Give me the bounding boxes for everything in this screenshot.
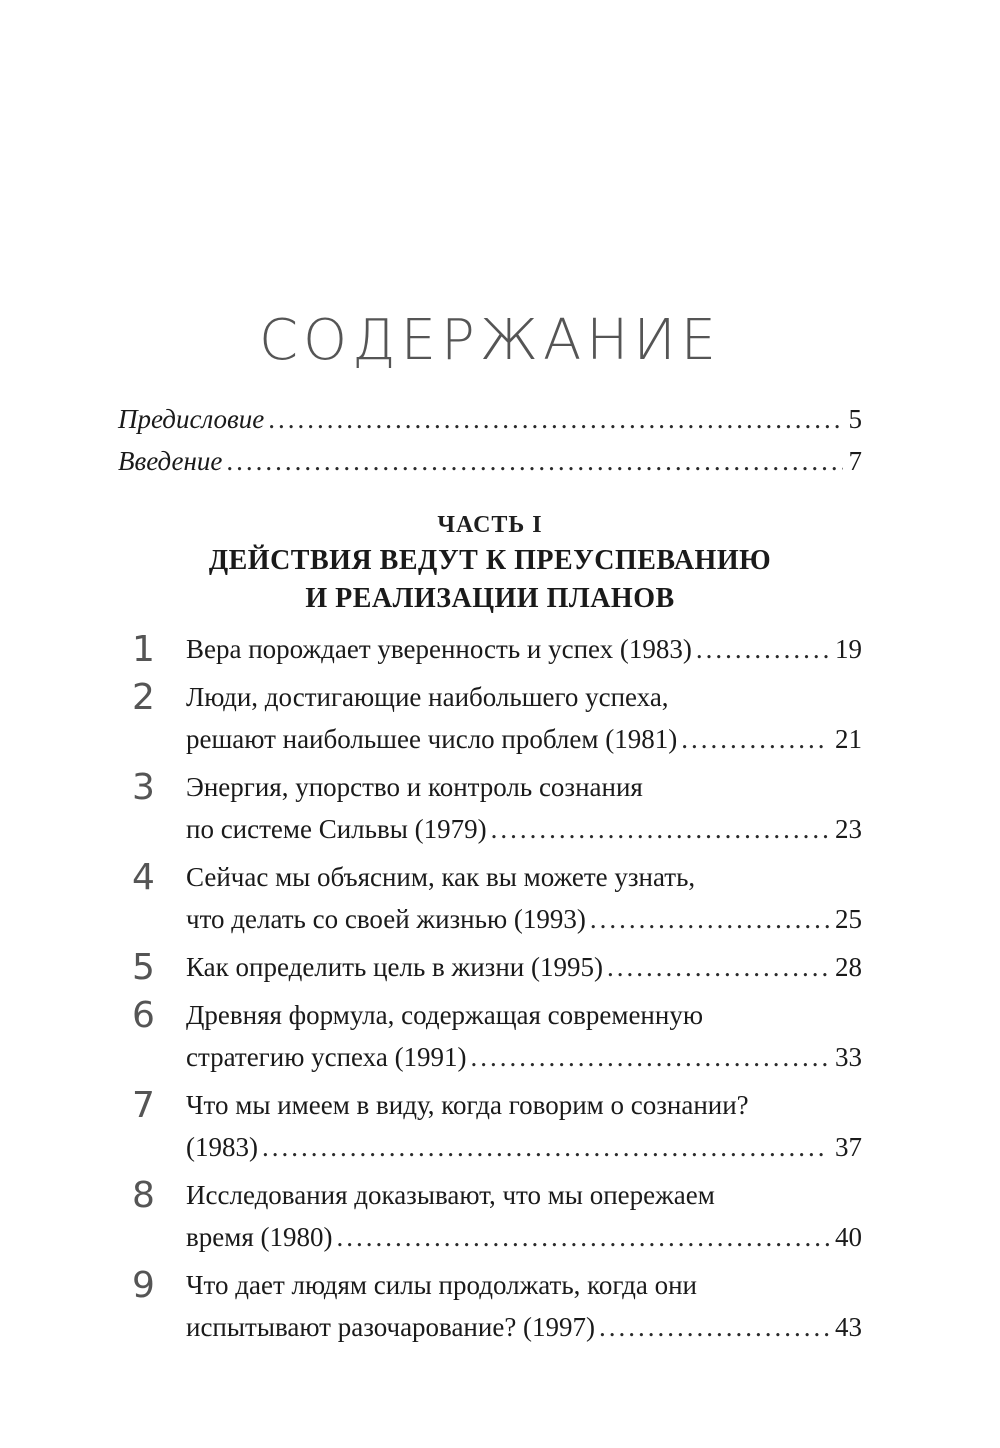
dot-leader <box>471 1036 829 1078</box>
chapter-number: 6 <box>132 995 155 1036</box>
dot-leader <box>696 628 829 670</box>
entry-last-line <box>186 808 862 850</box>
entry-label: Введение <box>118 446 223 476</box>
page-number: 7 <box>848 446 862 476</box>
entry-label: решают наибольшее число проблем (1981) <box>186 724 678 754</box>
toc-entry-chapter-4[interactable] <box>118 856 862 940</box>
entry-last-line <box>186 628 862 670</box>
part-title-line-1: ДЕЙСТВИЯ ВЕДУТ К ПРЕУСПЕВАНИЮ <box>208 545 772 576</box>
chapter-number: 2 <box>132 677 155 718</box>
entry-last-line <box>186 1216 862 1258</box>
entry-first-line: Что мы имеем в виду, когда говорим о сознании? <box>186 1090 749 1120</box>
chapter-number: 8 <box>132 1175 155 1216</box>
chapter-number: 3 <box>132 767 155 808</box>
chapter-list <box>118 628 862 1354</box>
page-number: 19 <box>835 634 862 664</box>
entry-label: время (1980) <box>186 1222 333 1252</box>
part-number: ЧАСТЬ I <box>437 512 543 538</box>
entry-first-line: Что дает людям силы продолжать, когда они <box>186 1270 697 1300</box>
entry-first-line: Исследования доказывают, что мы опережаем <box>186 1180 715 1210</box>
page-number: 25 <box>835 904 862 934</box>
entry-first-line: Люди, достигающие наибольшего успеха, <box>186 682 669 712</box>
toc-entry-preface[interactable] <box>118 398 862 440</box>
chapter-number: 4 <box>132 857 155 898</box>
page-number: 37 <box>835 1132 862 1162</box>
chapter-number: 9 <box>132 1265 155 1306</box>
toc-entry-chapter-9[interactable] <box>118 1264 862 1348</box>
toc-entry-chapter-7[interactable] <box>118 1084 862 1168</box>
dot-leader <box>226 440 842 482</box>
entry-label: Вера порождает уверенность и успех (1983) <box>186 634 692 664</box>
dot-leader <box>607 946 829 988</box>
toc-entry-introduction[interactable] <box>118 440 862 482</box>
chapter-number: 7 <box>132 1085 155 1126</box>
entry-label: Как определить цель в жизни (1995) <box>186 952 603 982</box>
dot-leader <box>681 718 829 760</box>
dot-leader <box>590 898 829 940</box>
part-header <box>118 508 862 618</box>
entry-label: Предисловие <box>118 404 265 434</box>
entry-label: стратегию успеха (1991) <box>186 1042 467 1072</box>
entry-label: по системе Сильвы (1979) <box>186 814 487 844</box>
toc-page <box>118 0 862 1448</box>
dot-leader <box>336 1216 829 1258</box>
part-title-line-2: И РЕАЛИЗАЦИИ ПЛАНОВ <box>305 583 675 614</box>
page-number: 43 <box>835 1312 862 1342</box>
dot-leader <box>599 1306 829 1348</box>
toc-entry-chapter-2[interactable] <box>118 676 862 760</box>
entry-label: испытывают разочарование? (1997) <box>186 1312 596 1342</box>
dot-leader <box>268 398 842 440</box>
toc-entry-chapter-5[interactable] <box>118 946 862 988</box>
entry-label: что делать со своей жизнью (1993) <box>186 904 586 934</box>
toc-entry-chapter-3[interactable] <box>118 766 862 850</box>
chapter-number: 1 <box>132 629 155 670</box>
entry-first-line: Сейчас мы объясним, как вы можете узнать, <box>186 862 696 892</box>
page-number: 33 <box>835 1042 862 1072</box>
entry-first-line: Древняя формула, содержащая современную <box>186 1000 703 1030</box>
page-number: 40 <box>835 1222 862 1252</box>
entry-last-line <box>186 898 862 940</box>
page-number: 23 <box>835 814 862 844</box>
toc-entry-chapter-8[interactable] <box>118 1174 862 1258</box>
dot-leader <box>491 808 829 850</box>
entry-last-line <box>186 1306 862 1348</box>
entry-last-line <box>186 1126 862 1168</box>
page-number: 28 <box>835 952 862 982</box>
front-matter-list <box>118 398 862 482</box>
toc-entry-chapter-1[interactable] <box>118 628 862 670</box>
page-number: 5 <box>848 404 862 434</box>
entry-first-line: Энергия, упорство и контроль сознания <box>186 772 643 802</box>
toc-entry-chapter-6[interactable] <box>118 994 862 1078</box>
entry-last-line <box>186 1036 862 1078</box>
page-title: СОДЕРЖАНИЕ <box>258 308 722 373</box>
entry-last-line <box>186 946 862 988</box>
dot-leader <box>262 1126 829 1168</box>
entry-label: (1983) <box>186 1132 258 1162</box>
chapter-number: 5 <box>132 947 155 988</box>
entry-last-line <box>186 718 862 760</box>
page-number: 21 <box>835 724 862 754</box>
